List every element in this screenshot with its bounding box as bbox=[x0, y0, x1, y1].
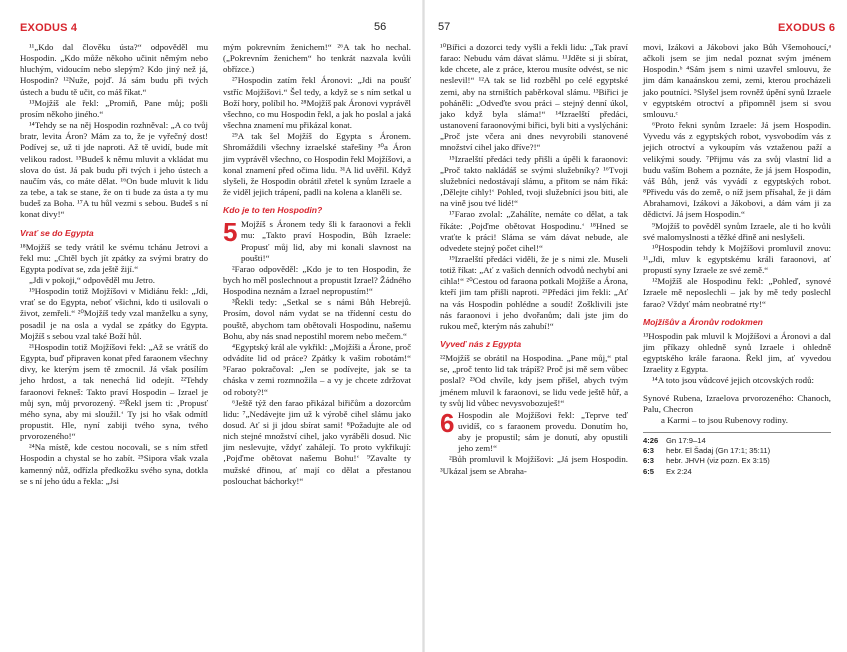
running-head-left: EXODUS 4 bbox=[20, 22, 78, 34]
footnote bbox=[643, 467, 831, 477]
section-heading: Kdo je to ten Hospodin? bbox=[223, 205, 323, 216]
verse-paragraph: ³Řekli tedy: „Setkal se s námi Bůh Hebrejů. Prosím, dovol nám vydat se na třídenní cestu do pouště, abychom tam obětovali Hospodinu, našemu Bohu, aby nás snad nepostihl morem nebo mečem.“ bbox=[223, 297, 411, 341]
genealogy-list bbox=[643, 393, 831, 426]
verse-paragraph: „Jdi v pokoji,“ odpověděl mu Jetro. bbox=[29, 274, 156, 285]
verse-paragraph: ¹³Mojžíš ale řekl: „Promiň, Pane můj; pošli prosím někoho jiného.“ bbox=[20, 97, 208, 119]
footnote-text: hebr. El Šadaj (Gn 17:1; 35:11) bbox=[666, 446, 771, 456]
chapter-start bbox=[223, 219, 411, 264]
verse-paragraph: ¹²Mojžíš ale Hospodinu řekl: „Pohleď, synové Izraele mě neposlechli – jak by mě tedy poslechl farao? Vždyť mám neobratné rty!“ bbox=[643, 276, 831, 309]
verse-paragraph: ²¹Hospodin totiž Mojžíšovi řekl: „Až se vrátíš do Egypta, buď připraven konat před faraonem všechny divy, ke kterým jsem tě zmocnil. Já však posílím jeho hrdost, a tak nenechá lid odejít. ²²Tehdy faraonovi řekneš: Takto praví Hospodin – Izrael je můj syn, můj prvorozený. ²³Řekl jsem ti: ‚Propusť mého syna, aby mi sloužil.‘ Ty jsi ho však odmítl propustit. Hle, nyní zabiji tvého syna, tvého prvorozeného!“ bbox=[20, 341, 208, 442]
verse-paragraph: Hospodin ale Mojžíšovi řekl: „Teprve teď uvidíš, co s faraonem provedu. Donutím ho, aby je propustil; sám je donutí, aby opustili jeho zem!“ bbox=[458, 409, 628, 454]
verse-paragraph: ²²Mojžíš se obrátil na Hospodina. „Pane můj,“ ptal se, „proč tento lid tak trápíš? Proč jsi mě sem vůbec poslal? ²³Od chvíle, kdy jsem přišel, abych tvým jménem mluvil k faraonovi, se lidu vede ještě hůř, a ty svůj lid vůbec nevysvobozuješ!“ bbox=[440, 353, 628, 408]
verse-paragraph: ⁹Mojžíš to pověděl synům Izraele, ale ti ho kvůli své malomyslnosti a těžké dřině ani neslyšeli. bbox=[643, 220, 831, 242]
chapter-number: 5 bbox=[223, 217, 238, 248]
verse-paragraph: ²⁹A tak šel Mojžíš do Egypta s Áronem. Shromáždili všechny izraelské stařešiny ³⁰a Áron jim vyprávěl všechno, co Hospodin řekl Mojžíšovi, a konal znamení před očima lidu. ³¹A lid uvěřil. Když slyšeli, že Hospodin obrátil zřetel k synům Izraele a že viděl jejich trápení, padli na kolena a klaněli se. bbox=[223, 131, 411, 198]
verse-paragraph: ²Farao odpověděl: „Kdo je to ten Hospodin, že bych ho měl poslechnout a propustit Izrael? Žádného Hospodina neznám a Izrael nepropustím!“ bbox=[223, 263, 411, 297]
footnote-ref: 6:3 bbox=[643, 456, 654, 466]
footnote-ref: 4:26 bbox=[643, 436, 659, 445]
footnote-ref: 6:3 bbox=[643, 446, 654, 456]
verse-paragraph: ⁶Ještě týž den farao přikázal biřičům a dozorcům lidu: ⁷„Nedávejte jim už k výrobě cihel slámu jako dosud. Ať si ji jdou sbírat sami! ⁸Požadujte ale od nich stejné množství cihel, jako vyráběli dosud. Nic jim neslevujte, vždyť zahálejí. To proto vykřikují: ‚Pojďme obětovat našemu Bohu!‘ ⁹Zavalte ty mužské dřinou, ať mají co dělat a přestanou poslouchat báchorky!“ bbox=[223, 397, 411, 486]
footnote bbox=[643, 446, 831, 456]
right-column-1 bbox=[440, 42, 628, 477]
footnote-ref: 6:5 bbox=[643, 466, 654, 476]
verse-paragraph: ¹⁰Biřici a dozorci tedy vyšli a řekli lidu: „Tak praví farao: Nebudu vám dávat slámu. ¹¹Jděte si ji sbírat, kde chcete, ale z práce, kterou musíte odvést, se nic neslevil!“ ¹²A tak se lid rozběhl po celé egyptské zemi, aby na strništích paběrkoval slámu. ¹³Biřici je poháněli: „Odveďte svou práci – stejný denní úkol, jako když byla sláma!“ ¹⁴Izraelští předáci, ustanovení faraonovými biřici, byli biti a vyslýcháni: „Proč jste včera ani dnes nevyrobili stanovené množství cihel jako dříve?!“ bbox=[440, 42, 628, 153]
footnote bbox=[643, 456, 831, 466]
section-heading: Mojžíšův a Áronův rodokmen bbox=[643, 316, 763, 327]
verse-paragraph: ¹¹„Kdo dal člověku ústa?“ odpověděl mu Hospodin. „Kdo může někoho učinit němým nebo hluchým, vidoucím nebo slepým? Kdo jiný než já, Hospodin? ¹²Nuže, pojď. Já sám budu při tvých ústech a budu tě učit, co máš říkat.“ bbox=[20, 42, 208, 97]
verse-paragraph: ¹⁷Farao zvolal: „Zahálíte, nemáte co dělat, a tak říkáte: ‚Pojďme obětovat Hospodinu.‘ ¹⁸Hned se vraťte k práci! Sláma se vám dávat nebude, ale odvedete stejný počet cihel!“ bbox=[440, 209, 628, 253]
right-column-2 bbox=[643, 42, 831, 477]
footnote-text: Ex 2:24 bbox=[666, 466, 692, 476]
verse-paragraph: Mojžíš s Áronem tedy šli k faraonovi a řekli mu: „Takto praví Hospodin, Bůh Izraele: Propusť můj lid, aby mi konali slavnost na poušti!“ bbox=[241, 219, 411, 263]
genealogy-line: a Karmi – to jsou Rubenovy rodiny. bbox=[661, 414, 788, 425]
verse-paragraph: ⁴Egyptský král ale vykřikl: „Mojžíši a Árone, proč odvádíte lid od práce? Zpátky k vašim robotám!“ ⁵Farao pokračoval: „Jen se podívejte, jak se ta cháska v zemi rozmnožila – a vy je chcete zdržovat od roboty?!“ bbox=[223, 341, 411, 397]
footnote bbox=[643, 436, 831, 446]
verse-paragraph: ¹⁹Izraelští předáci viděli, že je s nimi zle. Museli totiž říkat: „Ať z vašich denních odvodů nechybí ani cihla!“ ²⁰Cestou od faraona potkali Mojžíše a Árona, kteří jim tam přišli naproti. ²¹Předáci jim řekli: „Ať na vás Hospodin pohlédne a soudí! Zošklivili jste nás faraonovi i jeho dvořanům; dali jste jim do rukou meč, kterým nás zahubí!“ bbox=[440, 253, 628, 331]
right-page bbox=[424, 0, 847, 652]
page-number-left: 56 bbox=[374, 21, 387, 33]
left-column-1 bbox=[20, 42, 208, 487]
verse-paragraph: ²Bůh promluvil k Mojžíšovi: „Já jsem Hospodin. ³Ukázal jsem se Abraha- bbox=[440, 454, 628, 476]
left-page bbox=[0, 0, 423, 652]
verse-paragraph: ¹⁵Izraelští předáci tedy přišli a úpěli k faraonovi: „Proč takto nakládáš se svými služebníky? ¹⁶Tvoji služebníci nedostávají slámu, a přitom se nám říká: ‚Dělejte cihly!‘ Pohled, tvoji služebníci jsou biti, ale na vině jsou tvé lidé!“ bbox=[440, 153, 628, 209]
verse-paragraph: mým pokrevním ženichem!“ ²⁶A tak ho nechal. („Pokrevním ženichem“ ho tenkrát nazvala kvůli obřízce.) bbox=[223, 42, 411, 75]
section-heading: Vrať se do Egypta bbox=[20, 227, 94, 238]
verse-paragraph: ⁶Proto řekni synům Izraele: Já jsem Hospodin. Vyvedu vás z egyptských robot, vysvobodím vás z jejich otroctví a vykoupím vás vztaženou paží a velikými soudy. ⁷Přijmu vás za svůj vlastní lid a budu vaším Bohem a poznáte, že já jsem Hospodin, váš Bůh, jenž vás vyvádí z egyptských robot. ⁸Přivedu vás do země, o níž jsem přísahal, že ji dám Abrahamovi, Izákovi a Jákobovi, a dám vám ji za dědictví. Já jsem Hospodin.“ bbox=[643, 120, 831, 220]
footnote-text: hebr. JHVH (viz pozn. Ex 3:15) bbox=[666, 456, 770, 466]
verse-paragraph: ²⁷Hospodin zatím řekl Áronovi: „Jdi na poušť vstříc Mojžíšovi.“ Šel tedy, a když se s ním setkal u Boží hory, políbil ho. ²⁸Mojžíš pak Áronovi vyprávěl všechno, co mu Hospodin řekl, a jak ho poslal a jaká všechna znamení mu přikázal konat. bbox=[223, 75, 411, 131]
left-column-2 bbox=[223, 42, 411, 487]
verse-paragraph: ²⁴Na místě, kde cestou nocovali, se s ním střetl Hospodin a chystal se ho zabít. ²⁵Sipora však vzala kamenný nůž, odřízla předkožku svého syna, dotkla se s ní jeho údu a řekla: „Jsi bbox=[20, 442, 208, 486]
section-heading: Vyveď nás z Egypta bbox=[440, 339, 522, 350]
verse-paragraph: ¹⁴Tehdy se na něj Hospodin rozhněval: „A co tvůj bratr, levita Áron? Mám za to, že je vyřečný dost! Podívej se, už ti jde naproti. Až tě uvidí, bude mít velikou radost. ¹⁵Budeš k němu mluvit a vkládat mu slova do úst. Já pak budu při tvých i jeho ústech a naučím vás, co máte dělat. ¹⁶On bude mluvit k lidu za tebe, a tak se stane, že on ti bude za ústa a ty mu budeš za Boha. ¹⁷A tu hůl vezmi s sebou. Budeš s ní konat divy!“ bbox=[20, 120, 208, 220]
page-number-right: 57 bbox=[438, 21, 451, 33]
verse-paragraph: movi, Izákovi a Jákobovi jako Bůh Všemohoucí,ᵃ ačkoli jsem se jim nedal poznat svým jménem Hospodin.ᵇ ⁴Sám jsem s nimi uzavřel smlouvu, že jim dám kanaánskou zemi, zemi, kterou procházeli jako poutníci. ⁵Slyšel jsem rovněž úpění synů Izraele v egyptském otroctví a připomněl jsem si svou smlouvu.ᶜ bbox=[643, 42, 831, 119]
running-head-right: EXODUS 6 bbox=[778, 22, 836, 34]
footnotes bbox=[643, 432, 831, 477]
verse-paragraph: ¹³Hospodin pak mluvil k Mojžíšovi a Áronovi a dal jim příkazy ohledně synů Izraele i ohledně egyptského krále faraona. Řekl jim, ať vyvedou Izraelity z Egypta. bbox=[643, 330, 831, 375]
genealogy-line: Synové Rubena, Izraelova prvorozeného: Chanoch, Palu, Checron bbox=[643, 392, 831, 414]
footnote-text: Gn 17:9–14 bbox=[666, 436, 706, 445]
verse-paragraph: ¹⁹Hospodin totiž Mojžíšovi v Midiánu řekl: „Jdi, vrať se do Egypta, neboť všichni, kdo ti usilovali o život, zemřeli.“ ²⁰Mojžíš tedy vzal manželku a syny, posadil je na osla a vydal se zpátky do Egypta. Mojžíš s sebou vzal také Boží hůl. bbox=[20, 286, 208, 341]
verse-paragraph: ¹⁴A toto jsou vůdcové jejich otcovských rodů: bbox=[652, 375, 814, 386]
chapter-start bbox=[440, 407, 628, 455]
chapter-number: 6 bbox=[440, 407, 455, 438]
verse-paragraph: ¹⁸Mojžíš se tedy vrátil ke svému tchánu Jetrovi a řekl mu: „Chtěl bych jít zpátky za svými bratry do Egypta podívat se, zda ještě žijí.“ bbox=[20, 241, 208, 274]
verse-paragraph: ¹⁰Hospodin tehdy k Mojžíšovi promluvil znovu: ¹¹„Jdi, mluv k egyptskému králi faraonovi, ať propustí syny Izraele ze své země.“ bbox=[643, 242, 831, 276]
